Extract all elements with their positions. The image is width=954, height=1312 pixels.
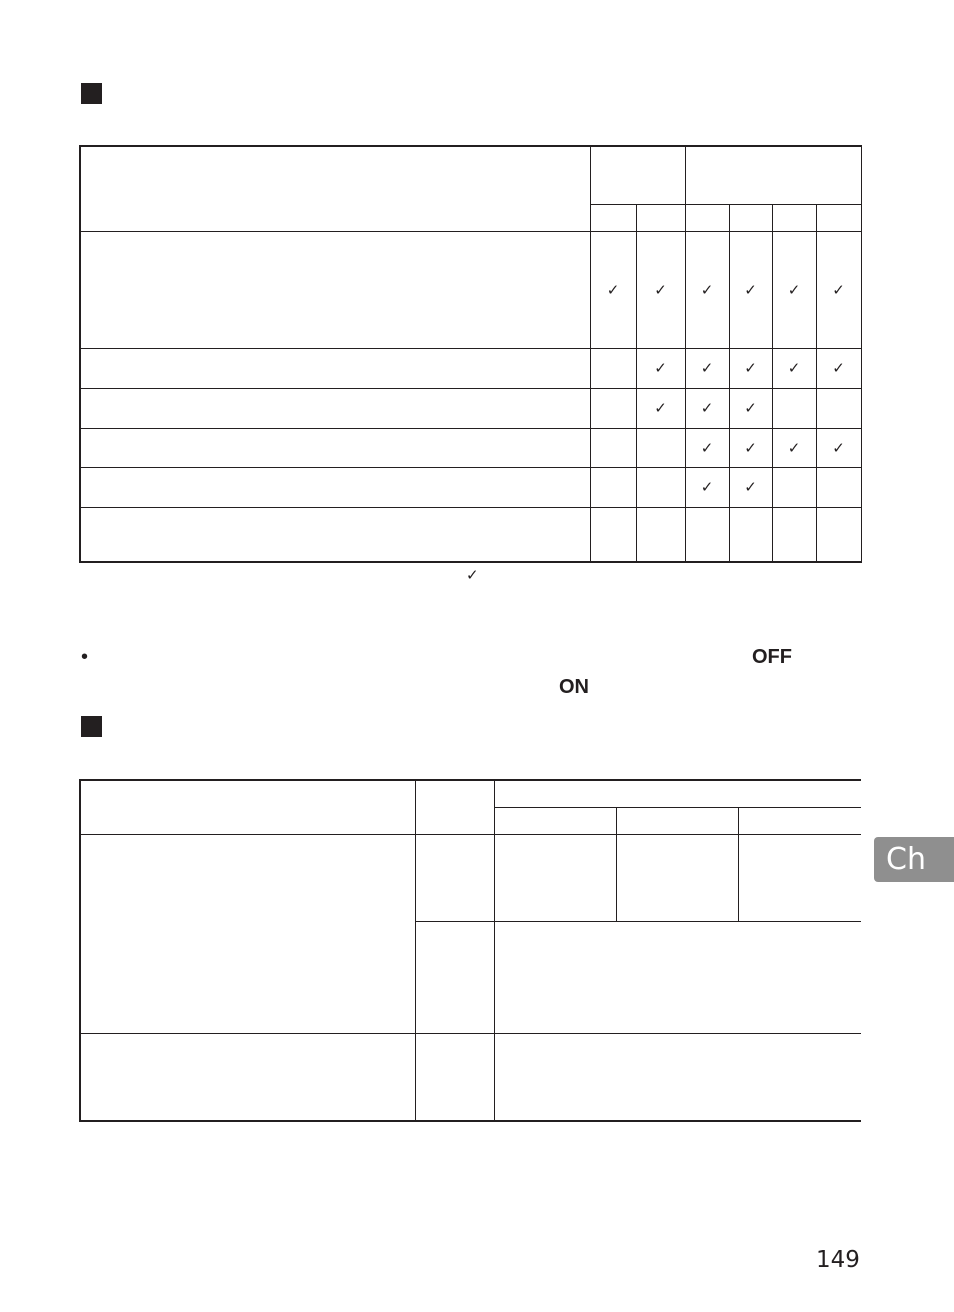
compatibility-table xyxy=(79,145,862,563)
table1-subheader xyxy=(729,204,772,231)
table2-cell-merged xyxy=(494,921,861,1033)
check-cell xyxy=(772,467,816,507)
table2-header-col2 xyxy=(415,780,494,834)
check-cell: ✓ xyxy=(772,428,816,467)
check-cell: ✓ xyxy=(685,388,729,428)
check-cell xyxy=(816,507,861,562)
check-cell: ✓ xyxy=(816,231,861,348)
table2-cell xyxy=(415,921,494,1033)
check-cell xyxy=(636,428,685,467)
table2-subheader xyxy=(494,807,616,834)
check-cell: ✓ xyxy=(636,348,685,388)
footnote-check-mark: ✓ xyxy=(466,566,479,584)
row-label xyxy=(80,388,590,428)
table2-cell xyxy=(738,834,861,921)
check-cell xyxy=(590,388,636,428)
keyword-off: OFF xyxy=(752,646,792,668)
table1-subheader xyxy=(772,204,816,231)
check-cell: ✓ xyxy=(685,348,729,388)
table1-subheader xyxy=(636,204,685,231)
page-number: 149 xyxy=(816,1247,860,1273)
check-cell xyxy=(685,507,729,562)
check-cell: ✓ xyxy=(636,231,685,348)
check-cell xyxy=(816,388,861,428)
check-cell xyxy=(636,467,685,507)
check-cell: ✓ xyxy=(729,467,772,507)
table-row xyxy=(80,467,861,507)
table2-subheader xyxy=(738,807,861,834)
check-cell: ✓ xyxy=(729,388,772,428)
section-marker-1 xyxy=(81,83,102,104)
check-cell: ✓ xyxy=(685,231,729,348)
table2-cell-merged xyxy=(494,1033,861,1121)
table1-header-group-a xyxy=(590,146,685,204)
table-row xyxy=(80,1033,861,1121)
row-label xyxy=(80,467,590,507)
check-cell: ✓ xyxy=(816,348,861,388)
check-cell xyxy=(590,467,636,507)
check-cell xyxy=(816,467,861,507)
check-cell xyxy=(636,507,685,562)
table2-header-label xyxy=(80,780,415,834)
check-cell: ✓ xyxy=(816,428,861,467)
check-cell: ✓ xyxy=(636,388,685,428)
check-cell xyxy=(590,348,636,388)
table2-row-label xyxy=(80,1033,415,1121)
table1-header-group-b xyxy=(685,146,861,204)
check-cell: ✓ xyxy=(729,428,772,467)
row-label xyxy=(80,428,590,467)
table1-subheader xyxy=(816,204,861,231)
row-label xyxy=(80,231,590,348)
check-cell xyxy=(590,428,636,467)
table1-header-label xyxy=(80,146,590,231)
row-label xyxy=(80,507,590,562)
check-cell: ✓ xyxy=(729,348,772,388)
table-row xyxy=(80,348,861,388)
check-cell xyxy=(772,507,816,562)
check-cell: ✓ xyxy=(772,231,816,348)
table-row xyxy=(80,231,861,348)
settings-table xyxy=(79,779,861,1122)
check-cell: ✓ xyxy=(685,428,729,467)
table2-row-label xyxy=(80,834,415,1033)
table2-cell xyxy=(616,834,738,921)
check-cell: ✓ xyxy=(590,231,636,348)
check-cell xyxy=(590,507,636,562)
table2-cell xyxy=(415,834,494,921)
keyword-on: ON xyxy=(559,676,589,698)
check-cell xyxy=(729,507,772,562)
table-row xyxy=(80,428,861,467)
table1-subheader xyxy=(685,204,729,231)
row-label xyxy=(80,348,590,388)
table2-cell xyxy=(494,834,616,921)
section-marker-2 xyxy=(81,716,102,737)
check-cell: ✓ xyxy=(772,348,816,388)
check-cell xyxy=(772,388,816,428)
chapter-tab: Ch xyxy=(874,837,954,882)
bullet-point: • xyxy=(81,646,89,668)
table-row xyxy=(80,388,861,428)
table1-subheader xyxy=(590,204,636,231)
check-cell: ✓ xyxy=(729,231,772,348)
table2-cell xyxy=(415,1033,494,1121)
check-cell: ✓ xyxy=(685,467,729,507)
table-row xyxy=(80,507,861,562)
table2-subheader xyxy=(616,807,738,834)
table2-header-group xyxy=(494,780,861,807)
table-row xyxy=(80,834,861,921)
